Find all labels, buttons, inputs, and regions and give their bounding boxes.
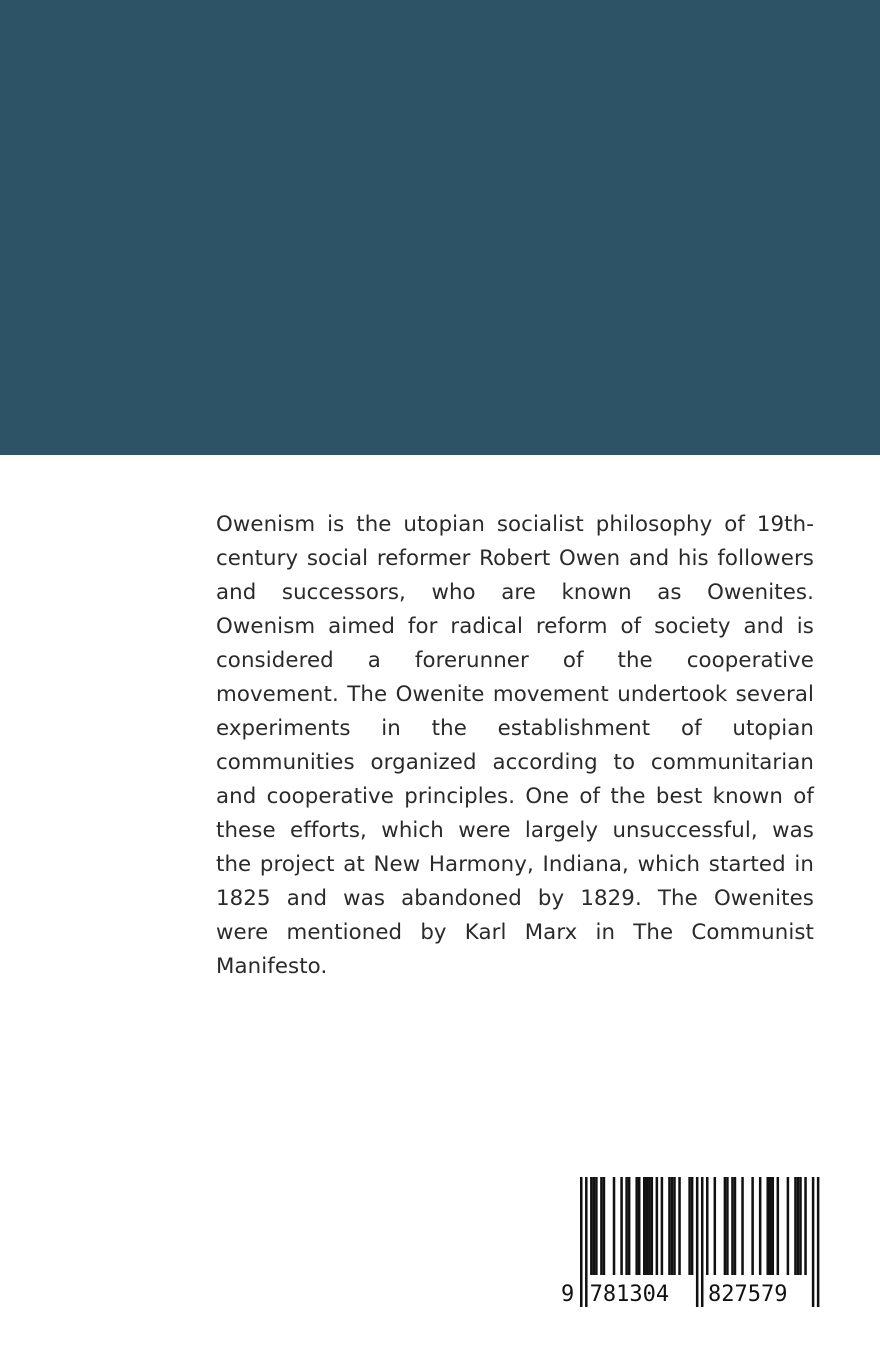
barcode-bar (766, 1177, 769, 1275)
barcode-bar (593, 1177, 596, 1275)
barcode-bar (590, 1177, 593, 1275)
barcode-bar (620, 1177, 623, 1275)
barcode-bar (794, 1177, 797, 1275)
barcode-bar (656, 1177, 659, 1275)
barcode-bar (671, 1177, 674, 1275)
barcode-bar (595, 1177, 598, 1275)
barcode-guard-bar (701, 1177, 704, 1307)
barcode-bar (797, 1177, 800, 1275)
barcode-bar (777, 1177, 780, 1275)
barcode-bar (772, 1177, 775, 1275)
barcode-bar (734, 1177, 737, 1275)
barcode-guard-bar (812, 1177, 815, 1307)
barcode-bar (646, 1177, 649, 1275)
barcode-bar (706, 1177, 709, 1275)
barcode-bar (714, 1177, 717, 1275)
barcode-bar (688, 1177, 691, 1275)
barcode-bar (769, 1177, 772, 1275)
barcode-bar (628, 1177, 631, 1275)
barcode-bar (600, 1177, 603, 1275)
barcode-leading-digit: 9 (561, 1282, 575, 1307)
barcode-bar (731, 1177, 734, 1275)
barcode-bar (759, 1177, 762, 1275)
barcode-bar (668, 1177, 671, 1275)
barcode-bar (673, 1177, 676, 1275)
barcode-left-digits: 781304 (589, 1282, 670, 1307)
barcode-bar (643, 1177, 646, 1275)
barcode-bar (741, 1177, 744, 1275)
barcode-bar (648, 1177, 651, 1275)
barcode-bar (638, 1177, 641, 1275)
back-cover-description: Owenism is the utopian socialist philosophy of 19th-century social reformer Robert Owen and his followers and successors, who are known as Owenites. Owenism aimed for radical reform of society and is considered a forerunner of the cooperative movement. The Owenite movement undertook several experiments in the establishment of utopian communities organized according to communitarian and cooperative principles. One of the best known of these efforts, which were largely unsuccessful, was the project at New Harmony, Indiana, which started in 1825 and was abandoned by 1829. The Owenites were mentioned by Karl Marx in The Communist Manifesto. (216, 512, 814, 979)
barcode-right-digits: 827579 (708, 1282, 788, 1307)
barcode-bar (787, 1177, 790, 1275)
barcode-guard-bar (696, 1177, 699, 1307)
barcode-bar (651, 1177, 654, 1275)
barcode-bar (799, 1177, 802, 1275)
barcode-bar (804, 1177, 807, 1275)
barcode-guard-bar (585, 1177, 588, 1307)
barcode-bar (724, 1177, 727, 1275)
barcode-guard-bar (817, 1177, 820, 1307)
barcode-guard-bar (580, 1177, 583, 1307)
barcode-bar (751, 1177, 754, 1275)
cover-color-band (0, 0, 880, 455)
barcode-bar (613, 1177, 616, 1275)
barcode-bar (661, 1177, 664, 1275)
barcode-graphic (560, 1175, 832, 1309)
barcode-bar (625, 1177, 628, 1275)
barcode-bar (678, 1177, 681, 1275)
barcode-bar (691, 1177, 694, 1275)
barcode-bar (603, 1177, 606, 1275)
barcode-bar (635, 1177, 638, 1275)
isbn-barcode (560, 1175, 832, 1309)
barcode-bar (726, 1177, 729, 1275)
